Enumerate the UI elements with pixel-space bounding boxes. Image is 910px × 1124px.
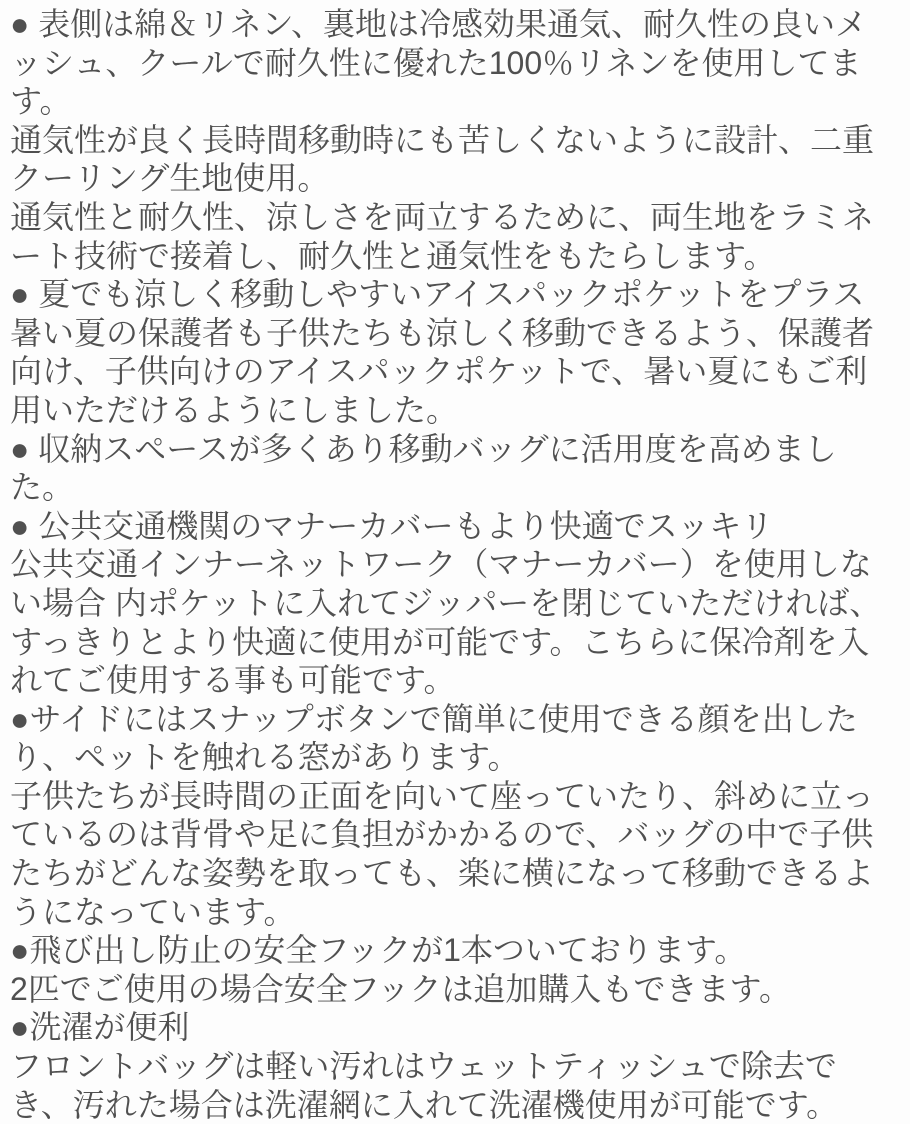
- description-paragraph: 通気性と耐久性、涼しさを両立するために、両生地をラミネート技術で接着し、耐久性と通気性をもたらします。: [10, 198, 875, 274]
- description-paragraph: ● 夏でも涼しく移動しやすいアイスパックポケットをプラス: [10, 276, 865, 313]
- description-paragraph: ● 収納スペースが多くあり移動バッグに活用度を高めました。: [10, 430, 837, 506]
- description-paragraph: ● 公共交通機関のマナーカバーもより快適でスッキリ: [10, 507, 774, 544]
- description-paragraph: 2匹でご使用の場合安全フックは追加購入もできます。: [10, 970, 791, 1007]
- description-paragraph: 公共交通インナーネットワーク（マナーカバー）を使用しない場合 内ポケットに入れてジッパーを閉じていただければ、すっきりとより快適に使用が可能です。こちらに保冷剤を入れてご使用する事も可能です。: [10, 546, 882, 699]
- description-paragraph: フロントバッグは軽い汚れはウェットティッシュで除去でき、汚れた場合は洗濯網に入れて洗濯機使用が可能です。: [10, 1048, 839, 1123]
- description-paragraph: 子供たちが長時間の正面を向いて座っていたり、斜めに立っているのは背骨や足に負担がかかるので、バッグの中で子供たちがどんな姿勢を取っても、楽に横になって移動できるようになっています。: [10, 777, 875, 930]
- description-paragraph: ● 表側は綿＆リネン、裏地は冷感効果通気、耐久性の良いメッシュ、クールで耐久性に優れた100％リネンを使用してます。: [10, 6, 868, 120]
- description-paragraph: ●飛び出し防止の安全フックが1本ついております。: [10, 932, 747, 969]
- description-paragraph: 通気性が良く長時間移動時にも苦しくないように設計、二重クーリング生地使用。: [10, 121, 875, 197]
- description-paragraph: ●サイドにはスナップボタンで簡単に使用できる顔を出したり、ペットを触れる窓があります。: [10, 700, 858, 776]
- description-paragraph: ●洗濯が便利: [10, 1009, 190, 1046]
- description-paragraph: 暑い夏の保護者も子供たちも涼しく移動できるよう、保護者向け、子供向けのアイスパックポケットで、暑い夏にもご利用いただけるようにしました。: [10, 314, 875, 428]
